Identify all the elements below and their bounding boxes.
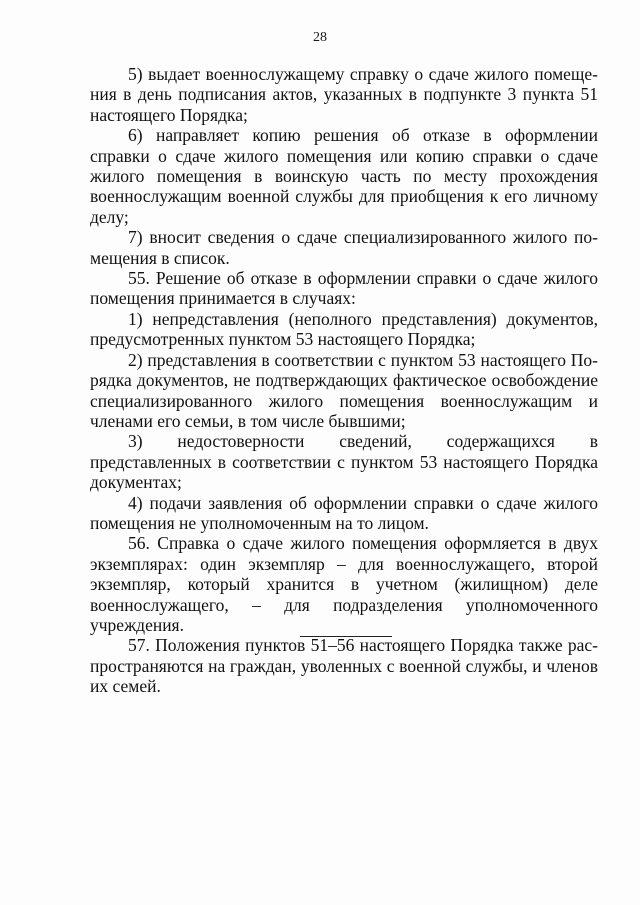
end-of-text-divider: [300, 636, 392, 637]
paragraph-55: 55. Решение об отказе в оформлении справки о сдаче жилого помещения принимается в случаях:: [90, 268, 598, 309]
paragraph-item-5: 5) выдает военнослужащему справку о сдаче жилого помещения в день подписания актов, указанных в подпункте 3 пункта 51 настоящего Порядка;: [90, 64, 598, 125]
page-number: 28: [313, 30, 327, 45]
paragraph-case-1: 1) непредставления (неполного представления) документов, предусмотренных пунктом 53 настоящего Порядка;: [90, 308, 598, 350]
paragraph-case-3: 3) недостоверности сведений, содержащихся в представленных в соответствии с пунктом 53 настоящего Порядка документах;: [90, 431, 598, 493]
document-body: [90, 64, 598, 697]
paragraph-item-7: 7) вносит сведения о сдаче специализированного жилого помещения в список.: [90, 227, 598, 268]
paragraph-56: 56. Справка о сдаче жилого помещения оформляется в двух экземплярах: один экземпляр – для военнослужащего, второй экземпляр, который хранится в учетном (жилищном) деле военнослужащего, – для подразделения уполномоченного учреждения.: [90, 533, 598, 635]
paragraph-case-4: 4) подачи заявления об оформлении справки о сдаче жилого помещения не уполномоченным на то лицом.: [90, 492, 598, 533]
paragraph-item-6: 6) направляет копию решения об отказе в оформлении справки о сдаче жилого помещения или копию справки о сдаче жилого помещения в воинскую часть по месту прохождения военнослужащим военной службы для приобщения к его личному делу;: [90, 125, 598, 227]
paragraph-case-2: 2) представления в соответствии с пунктом 53 настоящего Порядка документов, не подтверждающих фактическое освобождение специализированного жилого помещения военнослужащим и членами его семьи, в том числе бывшими;: [90, 349, 598, 431]
paragraph-57: 57. Положения пунктов 51–56 настоящего Порядка также распространяются на граждан, уволенных с военной службы, и членов их семей.: [90, 635, 598, 697]
